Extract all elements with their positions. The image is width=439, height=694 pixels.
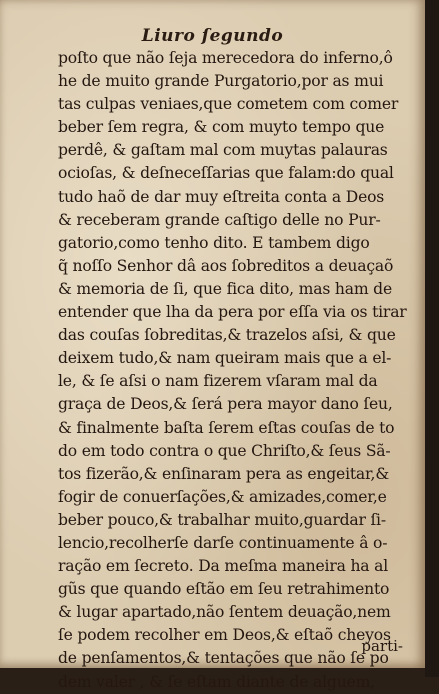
- text-line: poſto que não ſeja merecedora do inferno,ô: [58, 49, 393, 67]
- text-line: gũs que quando eſtão em ſeu retrahimento: [58, 580, 390, 599]
- text-line: tudo haõ de dar muy eſtreita conta a Deos: [58, 187, 385, 206]
- text-line: & finalmente baſta ſerem eſtas couſas de to: [58, 418, 395, 437]
- text-line: das couſas ſobreditas,& trazelos aſsi, & que: [58, 326, 396, 345]
- text-line: ração em ſecreto. Da meſma maneira ha al: [58, 557, 389, 576]
- text-line: perdê, & gaſtam mal com muytas palauras: [58, 141, 388, 160]
- text-line: he de muito grande Purgatorio,por as mui: [58, 72, 384, 91]
- text-line: & receberam grande caſtigo delle no Pur-: [58, 210, 381, 229]
- text-line: lencio,recolherſe darſe continuamente â o-: [58, 533, 388, 552]
- text-line: tos fizerão,& enſinaram pera as engeitar,&: [58, 464, 389, 483]
- running-head: Liuro ſegundo: [141, 26, 284, 46]
- text-line: beber pouco,& trabalhar muito,guardar ſi-: [58, 510, 386, 529]
- text-line: fogir de conuerſações,& amizades,comer,e: [58, 487, 387, 506]
- text-line: de penſamentos,& tentações que não ſe po: [58, 649, 389, 668]
- catchword: parti-: [361, 637, 403, 655]
- text-line: do em todo contra o que Chriſto,& ſeus Sã-: [58, 441, 391, 460]
- text-line: gatorio,como tenho dito. E tambem digo: [58, 233, 370, 252]
- text-line: deixem tudo,& nam queiram mais que a el-: [58, 349, 392, 368]
- book-gutter-shadow: [425, 0, 439, 677]
- text-line: & lugar apartado,não ſentem deuação,nem: [58, 603, 391, 622]
- text-line: tas culpas veniaes,que cometem com comer: [58, 95, 399, 114]
- body-text: [58, 47, 414, 694]
- text-line: graça de Deos,& ſerá pera mayor dano ſeu,: [58, 395, 393, 414]
- text-line: dem valer , & ſe eſtam diante de alguem,: [58, 672, 375, 691]
- text-line: beber ſem regra, & com muyto tempo que: [58, 118, 385, 137]
- text-line: entender que lha da pera por eſſa via os tirar: [58, 303, 407, 322]
- text-line: ſe podem recolher em Deos,& eſtaõ cheyos: [58, 626, 391, 645]
- text-line: le, & ſe aſsi o nam fizerem vſaram mal da: [58, 372, 378, 391]
- text-line: & memoria de ſi, que fica dito, mas ham de: [58, 279, 392, 298]
- text-line: ocioſas, & deſneceſſarias que falam:do qual: [58, 164, 394, 183]
- text-line: q̃ noſſo Senhor dâ aos ſobreditos a deuaçaõ: [58, 256, 394, 275]
